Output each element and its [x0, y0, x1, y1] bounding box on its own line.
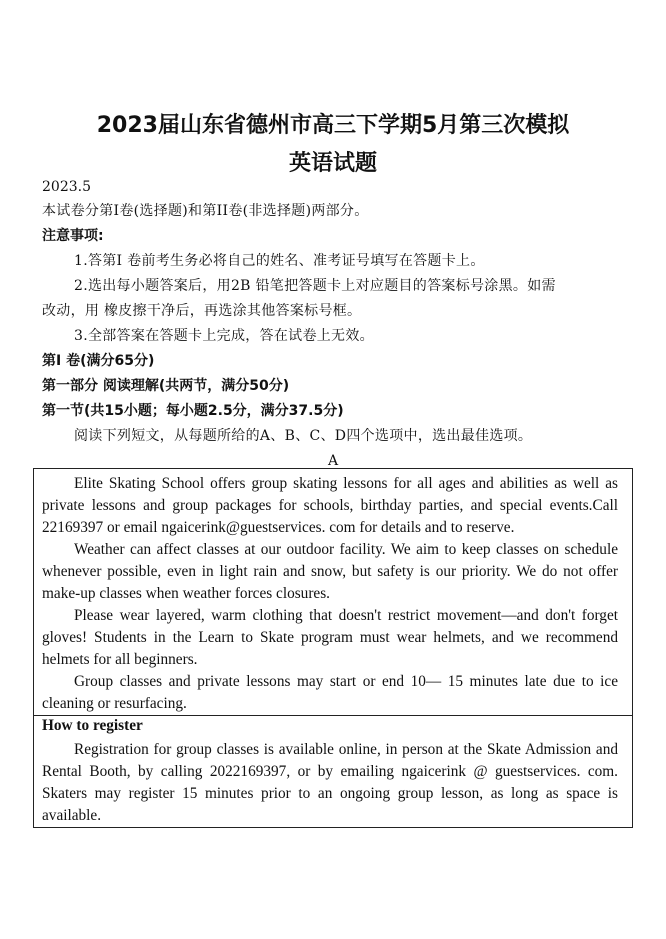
notice-item-3: 3.全部答案在答题卡上完成，答在试卷上无效。 [74, 328, 374, 344]
passage-paragraph-2: Weather can affect classes at our outdoor facility. We aim to keep classes on schedule whenever possible, even in light rain and snow, but safety is our priority. We do not offer make-up classes when weather forces closures. [42, 541, 618, 602]
passage-box [33, 468, 633, 716]
notice-item-1: 1.答第Ⅰ 卷前考生务必将自己的姓名、准考证号填写在答题卡上。 [74, 253, 485, 269]
notice-heading: 注意事项: [42, 228, 104, 244]
exam-intro: 本试卷分第I卷(选择题)和第II卷(非选择题)两部分。 [42, 203, 369, 219]
instruction-text: 阅读下列短文，从每题所给的A、B、C、D四个选项中，选出最佳选项。 [74, 428, 533, 444]
volume-heading: 第Ⅰ 卷(满分65分) [42, 353, 155, 369]
register-heading: How to register [42, 717, 143, 734]
part-heading: 第一部分 阅读理解(共两节，满分50分) [42, 378, 290, 394]
passage-label: A [327, 453, 339, 469]
notice-item-2-cont: 改动，用 橡皮擦干净后，再选涂其他答案标号框。 [42, 303, 362, 319]
passage-paragraph-4: Group classes and private lessons may start or end 10— 15 minutes late due to ice cleaning or resurfacing. [42, 673, 618, 712]
register-paragraph: Registration for group classes is available online, in person at the Skate Admission and Rental Booth, by calling 2022169397, or by emailing ngaicerink @ guestservices. com. Skaters may register 15 minutes prior to an ongoing group lesson, as long as space is available. [42, 741, 618, 824]
exam-title: 2023届山东省德州市高三下学期5月第三次模拟 [96, 113, 570, 138]
passage-paragraph-3: Please wear layered, warm clothing that doesn't restrict movement—and don't forget gloves! Students in the Learn to Skate program must wear helmets, and we recommend helmets for all beginners. [42, 607, 618, 668]
subsection-heading: 第一节(共15小题；每小题2.5分，满分37.5分) [42, 403, 344, 419]
exam-date: 2023.5 [42, 179, 91, 195]
notice-item-2: 2.选出每小题答案后，用2B 铅笔把答题卡上对应题目的答案标号涂黑。如需 [74, 278, 556, 294]
exam-subtitle: 英语试题 [288, 151, 377, 176]
register-box [33, 715, 633, 828]
passage-paragraph-1: Elite Skating School offers group skating lessons for all ages and abilities as well as private lessons and group packages for schools, birthday parties, and special events.Call 22169397 or email ngaicerink@guestservices. com for details and to reserve. [42, 475, 618, 536]
